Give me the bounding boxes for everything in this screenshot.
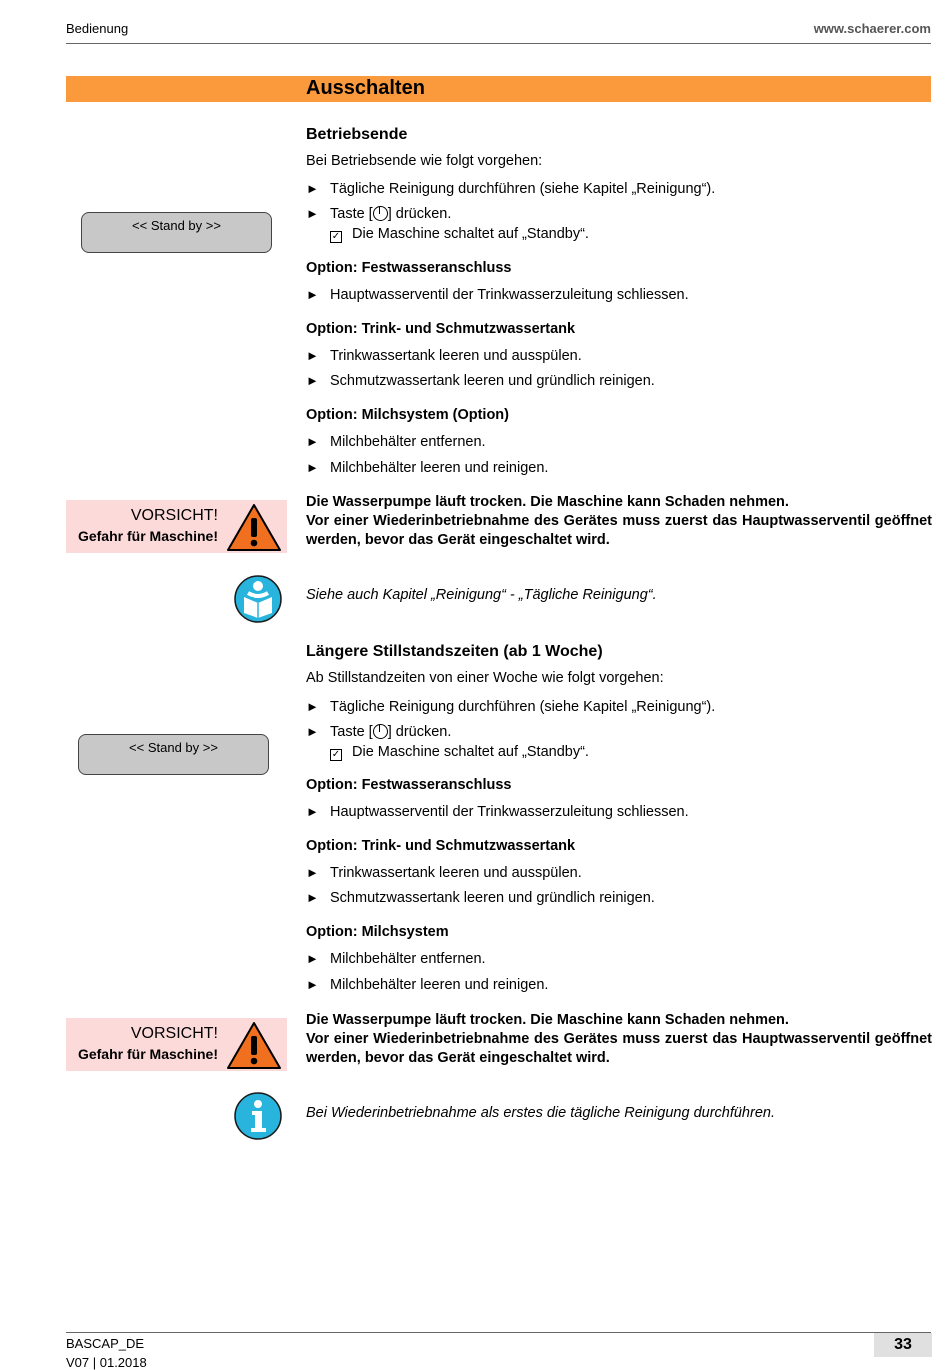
block2-opt3-title: Option: Milchsystem — [306, 924, 449, 940]
power-icon — [373, 206, 388, 221]
block1-step2 — [306, 203, 451, 222]
standby-display: << Stand by >> — [78, 734, 269, 775]
block2-opt2-item2-text: Schmutzwassertank leeren und gründlich reinigen. — [330, 890, 655, 906]
block1-opt2-item1 — [306, 348, 582, 364]
warning-text — [306, 493, 932, 550]
arrow-icon: ► — [306, 724, 319, 739]
footer-version: V07 | 01.2018 — [66, 1355, 147, 1370]
block2-opt3-item1-text: Milchbehälter entfernen. — [330, 951, 486, 967]
block1-opt3-item2-text: Milchbehälter leeren und reinigen. — [330, 460, 549, 476]
block1-step2-pre: Taste [ — [330, 206, 373, 222]
block2-opt3-item2-text: Milchbehälter leeren und reinigen. — [330, 977, 549, 993]
block1-opt3-item1-text: Milchbehälter entfernen. — [330, 434, 486, 450]
footer-divider — [66, 1332, 931, 1333]
block2-step2-pre: Taste [ — [330, 724, 373, 740]
arrow-icon: ► — [306, 287, 319, 302]
block1-opt2-title: Option: Trink- und Schmutzwassertank — [306, 321, 576, 337]
arrow-icon: ► — [306, 206, 319, 221]
block2-step1-text: Tägliche Reinigung durchführen (siehe Kapitel „Reinigung“). — [330, 699, 716, 715]
block1-result-text: Die Maschine schaltet auf „Standby“. — [352, 226, 589, 242]
block1-opt3-item2 — [306, 460, 548, 476]
header-divider — [66, 43, 931, 44]
block1-step1 — [306, 181, 715, 197]
arrow-icon: ► — [306, 977, 319, 992]
block1-heading: Betriebsende — [306, 126, 408, 143]
block1-note: Siehe auch Kapitel „Reinigung“ - „Tägliche Reinigung“. — [306, 587, 657, 603]
block1-step1-text: Tägliche Reinigung durchführen (siehe Kapitel „Reinigung“). — [330, 181, 716, 197]
warning-line1: Die Wasserpumpe läuft trocken. Die Maschine kann Schaden nehmen. — [306, 1012, 789, 1028]
block2-step2-post: ] drücken. — [387, 724, 452, 740]
warning-subtitle: Gefahr für Maschine! — [77, 528, 218, 544]
warning-label: VORSICHT! — [130, 507, 218, 524]
footer-doc: BASCAP_DE — [66, 1336, 145, 1351]
block2-note: Bei Wiederinbetriebnahme als erstes die tägliche Reinigung durchführen. — [306, 1105, 775, 1121]
block1-opt2-item1-text: Trinkwassertank leeren und ausspülen. — [330, 348, 582, 364]
block2-opt2-item1 — [306, 865, 582, 881]
warning-line2: Vor einer Wiederinbetriebnahme des Gerätes muss zuerst das Hauptwasserventil geöffnet werden, bevor das Gerät eingeschaltet wird. — [306, 513, 932, 548]
block1-step2-post: ] drücken. — [387, 206, 452, 222]
arrow-icon: ► — [306, 890, 319, 905]
warning-triangle-icon — [226, 503, 282, 553]
warning-text — [306, 1011, 932, 1068]
manual-reading-icon — [234, 575, 282, 623]
warning-line1: Die Wasserpumpe läuft trocken. Die Maschine kann Schaden nehmen. — [306, 494, 789, 510]
page-title: Ausschalten — [306, 77, 425, 99]
block1-opt3-item1 — [306, 434, 486, 450]
block1-opt1-item-text: Hauptwasserventil der Trinkwasserzuleitung schliessen. — [330, 287, 689, 303]
arrow-icon: ► — [306, 348, 319, 363]
block2-opt1-title: Option: Festwasseranschluss — [306, 777, 512, 793]
block1-intro: Bei Betriebsende wie folgt vorgehen: — [306, 153, 543, 169]
block2-opt2-item1-text: Trinkwassertank leeren und ausspülen. — [330, 865, 582, 881]
title-bar — [66, 76, 931, 102]
standby-display: << Stand by >> — [81, 212, 272, 253]
arrow-icon: ► — [306, 865, 319, 880]
warning-subtitle: Gefahr für Maschine! — [77, 1046, 218, 1062]
header-section: Bedienung — [66, 21, 129, 36]
block1-opt1-title: Option: Festwasseranschluss — [306, 260, 512, 276]
arrow-icon: ► — [306, 951, 319, 966]
checkbox-icon: ✓ — [331, 749, 341, 760]
block2-opt2-item2 — [306, 890, 655, 906]
block2-step2 — [306, 721, 451, 740]
arrow-icon: ► — [306, 699, 319, 714]
block1-opt3-title: Option: Milchsystem (Option) — [306, 407, 509, 423]
power-icon — [373, 724, 388, 739]
block2-opt3-item1 — [306, 951, 486, 967]
page-number: 33 — [874, 1333, 932, 1357]
block2-step1 — [306, 699, 715, 715]
block1-opt2-item2 — [306, 373, 655, 389]
block2-result — [330, 744, 589, 760]
block2-result-text: Die Maschine schaltet auf „Standby“. — [352, 744, 589, 760]
arrow-icon: ► — [306, 181, 319, 196]
warning-box — [66, 500, 287, 553]
block2-opt3-item2 — [306, 977, 548, 993]
warning-box — [66, 1018, 287, 1071]
block2-opt1-item-text: Hauptwasserventil der Trinkwasserzuleitung schliessen. — [330, 804, 689, 820]
arrow-icon: ► — [306, 373, 319, 388]
header-website[interactable]: www.schaerer.com — [813, 21, 931, 36]
warning-label: VORSICHT! — [130, 1025, 218, 1042]
block1-opt2-item2-text: Schmutzwassertank leeren und gründlich reinigen. — [330, 373, 655, 389]
block2-opt1-item — [306, 804, 689, 820]
info-icon — [234, 1092, 282, 1140]
block2-intro: Ab Stillstandzeiten von einer Woche wie folgt vorgehen: — [306, 670, 664, 686]
block1-result — [330, 226, 589, 242]
arrow-icon: ► — [306, 460, 319, 475]
warning-triangle-icon — [226, 1021, 282, 1071]
block2-opt2-title: Option: Trink- und Schmutzwassertank — [306, 838, 576, 854]
arrow-icon: ► — [306, 434, 319, 449]
warning-line2: Vor einer Wiederinbetriebnahme des Gerätes muss zuerst das Hauptwasserventil geöffnet werden, bevor das Gerät eingeschaltet wird. — [306, 1031, 932, 1066]
arrow-icon: ► — [306, 804, 319, 819]
block2-heading: Längere Stillstandszeiten (ab 1 Woche) — [306, 643, 603, 660]
checkbox-icon: ✓ — [331, 231, 341, 242]
block1-opt1-item — [306, 287, 689, 303]
